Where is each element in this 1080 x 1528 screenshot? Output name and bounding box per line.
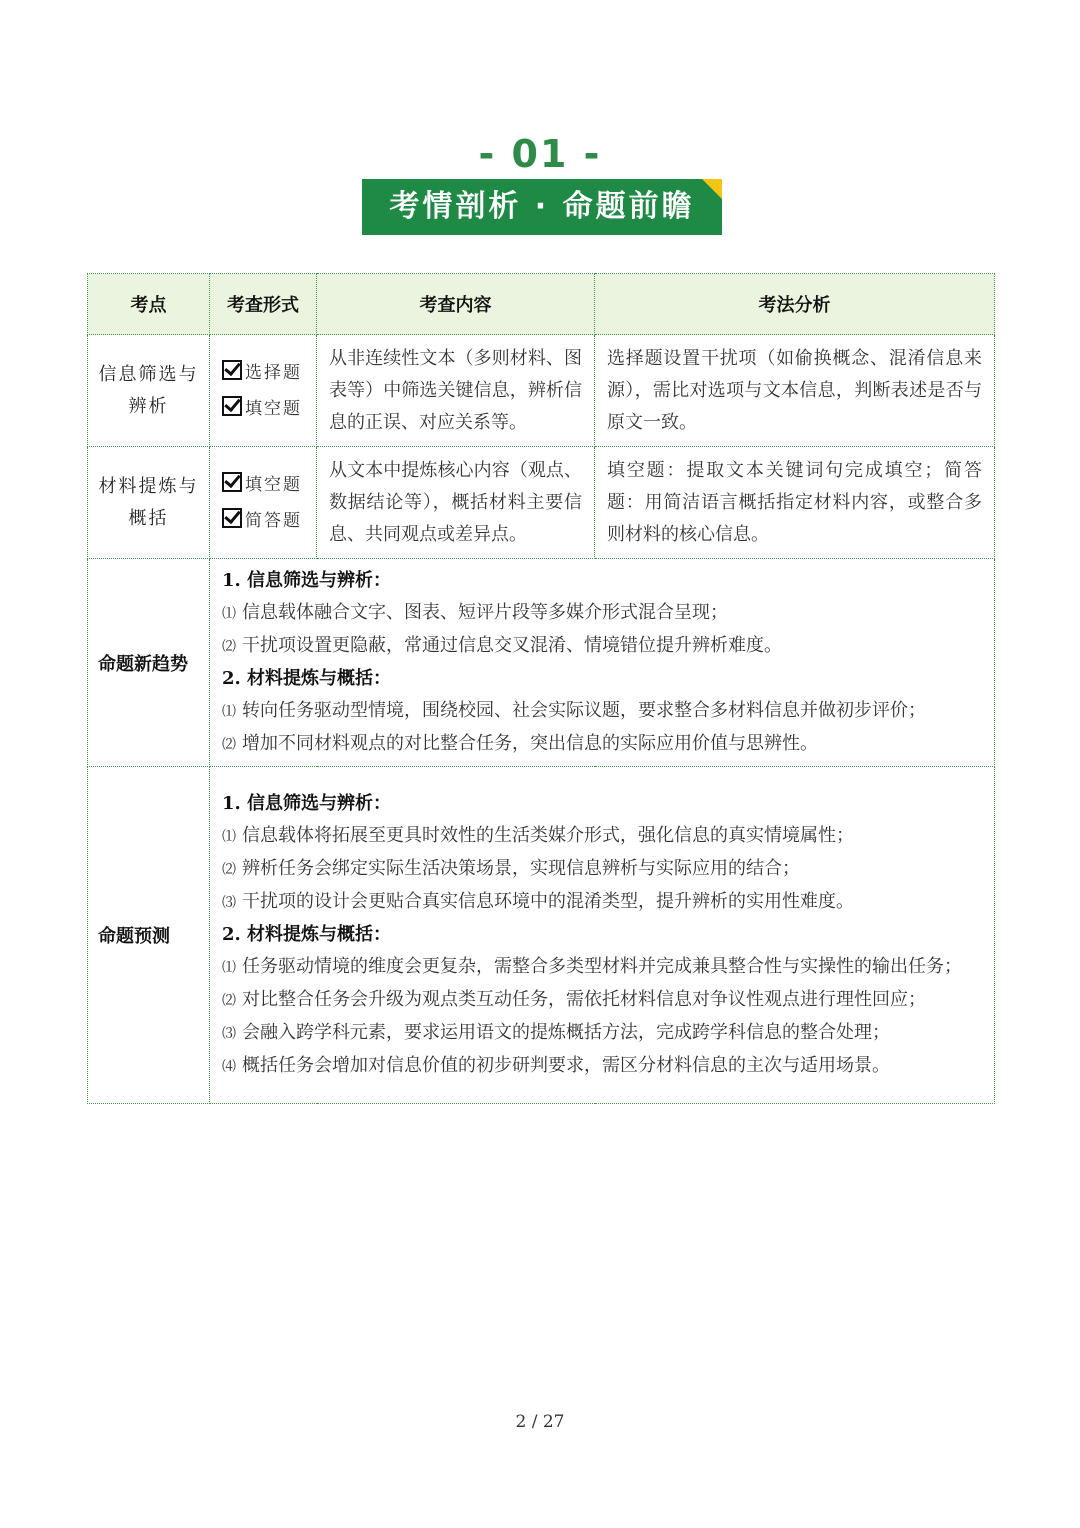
- column-header: 考点: [88, 274, 210, 335]
- list-item: ⑴ 信息载体融合文字、图表、短评片段等多媒介形式混合呈现；: [222, 601, 728, 623]
- group-heading: 1. 信息筛选与辨析：: [222, 569, 392, 591]
- table-row: [88, 447, 995, 559]
- table-row: [88, 335, 995, 447]
- format-item: 简答题: [222, 503, 315, 539]
- forecast-content: [210, 767, 995, 1104]
- format-cell: [210, 447, 317, 559]
- trend-label: 命题新趋势: [88, 559, 210, 767]
- format-item: 填空题: [222, 467, 315, 503]
- list-item: ⑵ 增加不同材料观点的对比整合任务，突出信息的实际应用价值与思辨性。: [222, 732, 818, 754]
- checkbox-checked-icon: [222, 472, 242, 492]
- list-item: ⑶ 干扰项的设计会更贴合真实信息环境中的混淆类型，提升辨析的实用性难度。: [222, 890, 854, 912]
- format-cell: [210, 335, 317, 447]
- analysis-cell: 选择题设置干扰项（如偷换概念、混淆信息来源），需比对选项与文本信息，判断表述是否与原文一致。: [595, 335, 995, 447]
- column-header: 考查内容: [317, 274, 595, 335]
- checkbox-checked-icon: [222, 360, 242, 380]
- trend-row: [88, 559, 995, 767]
- column-header: 考查形式: [210, 274, 317, 335]
- checkbox-checked-icon: [222, 508, 242, 528]
- list-item: ⑵ 辨析任务会绑定实际生活决策场景，实现信息辨析与实际应用的结合；: [222, 857, 800, 879]
- content-cell: 从非连续性文本（多则材料、图表等）中筛选关键信息，辨析信息的正误、对应关系等。: [317, 335, 595, 447]
- page-indicator: 2 / 27: [515, 1412, 565, 1432]
- banner-title: 考情剖析 · 命题前瞻: [389, 189, 695, 224]
- format-item: 填空题: [222, 391, 315, 427]
- list-item: ⑵ 对比整合任务会升级为观点类互动任务，需依托材料信息对争议性观点进行理性回应；: [222, 988, 926, 1010]
- topic-cell: 材料提炼与概括: [88, 447, 210, 559]
- format-item: 选择题: [222, 355, 315, 391]
- group-heading: 1. 信息筛选与辨析：: [222, 792, 392, 814]
- group-heading: 2. 材料提炼与概括：: [222, 923, 392, 945]
- list-item: ⑶ 会融入跨学科元素，要求运用语文的提炼概括方法，完成跨学科信息的整合处理；: [222, 1021, 890, 1043]
- topic-cell: 信息筛选与辨析: [88, 335, 210, 447]
- list-item: ⑴ 转向任务驱动型情境，围绕校园、社会实际议题，要求整合多材料信息并做初步评价；: [222, 699, 926, 721]
- exam-analysis-table: [87, 273, 995, 1104]
- list-item: ⑷ 概括任务会增加对信息价值的初步研判要求，需区分材料信息的主次与适用场景。: [222, 1054, 890, 1076]
- forecast-label: 命题预测: [88, 767, 210, 1104]
- table-header-row: [88, 274, 995, 335]
- list-item: ⑵ 干扰项设置更隐蔽，常通过信息交叉混淆、情境错位提升辨析难度。: [222, 634, 782, 656]
- column-header: 考法分析: [595, 274, 995, 335]
- checkbox-checked-icon: [222, 396, 242, 416]
- section-banner: [362, 179, 722, 235]
- section-number: - 01 -: [478, 132, 602, 176]
- content-cell: 从文本中提炼核心内容（观点、数据结论等），概括材料主要信息、共同观点或差异点。: [317, 447, 595, 559]
- banner-corner-decoration: [702, 179, 722, 199]
- list-item: ⑴ 任务驱动情境的维度会更复杂，需整合多类型材料并完成兼具整合性与实操性的输出任务；: [222, 955, 962, 977]
- group-heading: 2. 材料提炼与概括：: [222, 667, 392, 689]
- analysis-cell: 填空题：提取文本关键词句完成填空；简答题：用简洁语言概括指定材料内容，或整合多则材料的核心信息。: [595, 447, 995, 559]
- list-item: ⑴ 信息载体将拓展至更具时效性的生活类媒介形式，强化信息的真实情境属性；: [222, 824, 854, 846]
- forecast-row: [88, 767, 995, 1104]
- trend-content: [210, 559, 995, 767]
